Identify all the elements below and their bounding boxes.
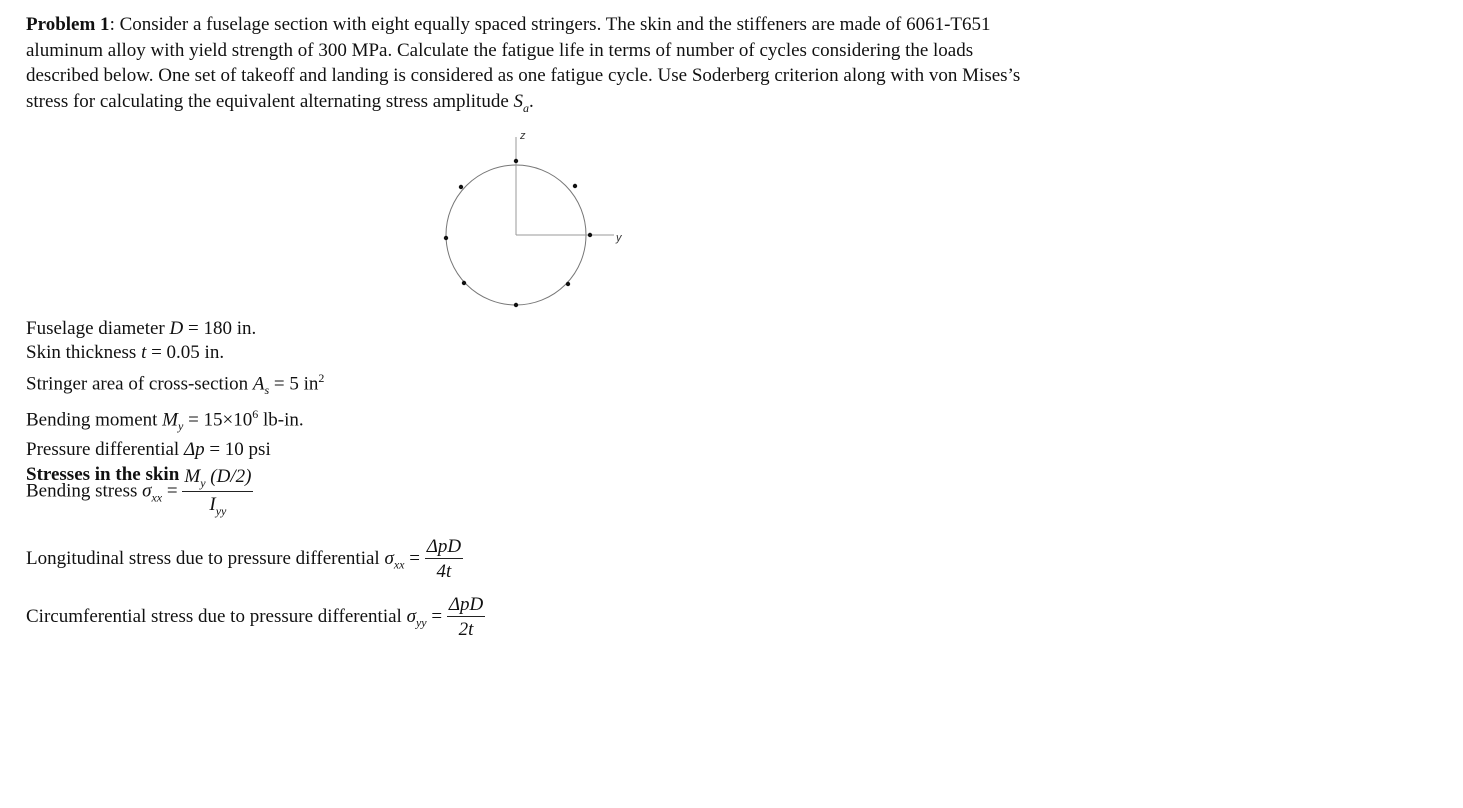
- problem-statement: [26, 12, 1036, 121]
- given-thickness: Skin thickness t = 0.05 in.: [26, 342, 225, 364]
- skin-stress-heading: Stresses in the skin: [26, 463, 180, 485]
- stringer-point: [459, 185, 463, 189]
- stringer-point: [514, 303, 518, 307]
- longitudinal-stress-equation: Longitudinal stress due to pressure differential $\sigma_{xx}$ = $\frac{\text{ΔpD}}{4t}$: [26, 536, 462, 582]
- problem-label: Problem 1: [26, 14, 110, 35]
- stringer-point: [514, 159, 518, 163]
- stringer-point: [462, 281, 466, 285]
- bending-fraction: $\frac{M_y (D/2)}{I_{yy}}$: [184, 466, 252, 518]
- stringer-point: [573, 184, 577, 188]
- given-pressure: Pressure differential Δp = 10 psi: [26, 439, 271, 461]
- fuselage-section-diagram: [430, 125, 640, 325]
- longitudinal-fraction: $\frac{\text{ΔpD}}{4t}$: [426, 536, 462, 582]
- problem-text: : Consider a fuselage section with eight equally spaced stringers. The skin and the stiffeners are made of 6061-T651 aluminum alloy with yield strength of 300 MPa. Calculate the fatigue life in terms of number of cycles considering the loads described below. One set of takeoff and landing is considered as one fatigue cycle. Use Soderberg criterion along with von Mises’s stress for calculating the equivalent alternating stress amplitude: [26, 14, 1021, 112]
- given-values: [26, 317, 324, 487]
- stringer-point: [588, 233, 592, 237]
- circumferential-stress-equation: Circumferential stress due to pressure differential $\sigma_{yy}$ = $\frac{\text{ΔpD}}{2t}$: [26, 594, 484, 640]
- stringer-point: [444, 236, 448, 240]
- problem-end: .: [529, 90, 534, 112]
- alt-stress-sub: a: [523, 100, 530, 115]
- circumferential-fraction: $\frac{\text{ΔpD}}{2t}$: [448, 594, 484, 640]
- alt-stress-symbol: S: [513, 90, 524, 112]
- y-axis-label: y: [616, 232, 622, 244]
- given-moment: Bending moment $M_y = 15\times 10^6$ lb-in.: [26, 407, 304, 434]
- z-axis-label: z: [520, 130, 526, 142]
- stringer-point: [566, 282, 570, 286]
- bending-stress-equation: Bending stress $\sigma_{xx}$ = $\frac{M_y (D/2)}{I_{yy}}$: [26, 466, 252, 518]
- given-diameter: Fuselage diameter D = 180 in.: [26, 318, 257, 339]
- given-stringer-area: Stringer area of cross-section $A_s = 5$ $in^2$: [26, 370, 325, 397]
